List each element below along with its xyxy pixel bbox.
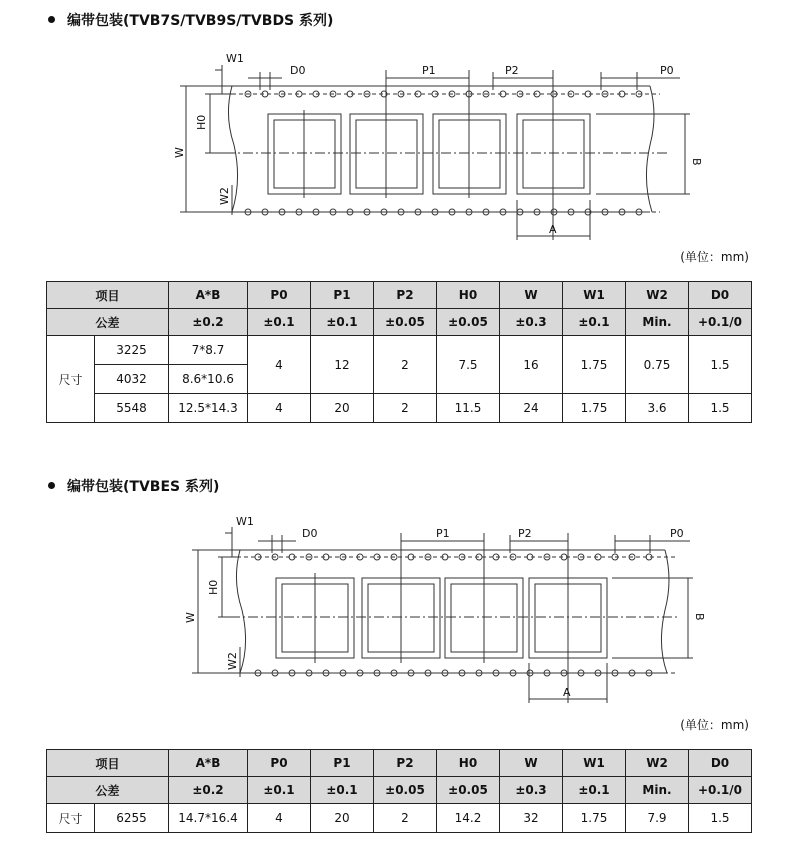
label-w: W <box>184 612 197 623</box>
label-d0: D0 <box>290 64 306 77</box>
spec-table-1 <box>46 281 752 423</box>
bullet-icon <box>48 16 55 23</box>
table-row: 尺寸 6255 14.7*16.4 4 20 2 14.2 32 1.75 7.9 1.5 <box>47 804 752 833</box>
bullet-icon <box>48 482 55 489</box>
label-p0: P0 <box>660 64 674 77</box>
section-2-title: 编带包装(TVBES 系列) <box>48 476 219 496</box>
unit-label-2: (单位：mm) <box>680 718 749 732</box>
table-header-row: 项目 A*B P0 P1 P2 H0 W W1 W2 D0 <box>47 750 752 777</box>
table-tolerance-row: 公差 ±0.2 ±0.1 ±0.1 ±0.05 ±0.05 ±0.3 ±0.1 Min. +0.1/0 <box>47 309 752 336</box>
label-p0: P0 <box>670 527 684 540</box>
spec-table-2 <box>46 749 752 833</box>
tape-diagram-2 <box>0 505 793 710</box>
label-a: A <box>563 686 571 699</box>
label-p1: P1 <box>422 64 436 77</box>
label-b: B <box>690 158 703 166</box>
label-p2: P2 <box>518 527 532 540</box>
table-row: 4032 8.6*10.6 <box>47 365 752 394</box>
label-b: B <box>693 613 706 621</box>
label-w: W <box>173 147 186 158</box>
label-w2: W2 <box>226 652 239 670</box>
label-h0: H0 <box>207 579 220 595</box>
table-row: 5548 12.5*14.3 4 20 2 11.5 24 1.75 3.6 1.5 <box>47 394 752 423</box>
unit-label-1: (单位：mm) <box>680 250 749 264</box>
table-header-row: 项目 A*B P0 P1 P2 H0 W W1 W2 D0 <box>47 282 752 309</box>
tape-diagram-1 <box>0 40 793 245</box>
label-a: A <box>549 223 557 236</box>
label-w1: W1 <box>226 52 244 65</box>
table-row: 尺寸 3225 7*8.7 4 12 2 7.5 16 1.75 0.75 1.5 <box>47 336 752 365</box>
label-p2: P2 <box>505 64 519 77</box>
label-h0: H0 <box>195 114 208 130</box>
label-p1: P1 <box>436 527 450 540</box>
section-1-title: 编带包装(TVB7S/TVB9S/TVBDS 系列) <box>48 10 333 30</box>
table-tolerance-row: 公差 ±0.2 ±0.1 ±0.1 ±0.05 ±0.05 ±0.3 ±0.1 Min. +0.1/0 <box>47 777 752 804</box>
label-w1: W1 <box>236 515 254 528</box>
label-d0: D0 <box>302 527 318 540</box>
label-w2: W2 <box>218 187 231 205</box>
